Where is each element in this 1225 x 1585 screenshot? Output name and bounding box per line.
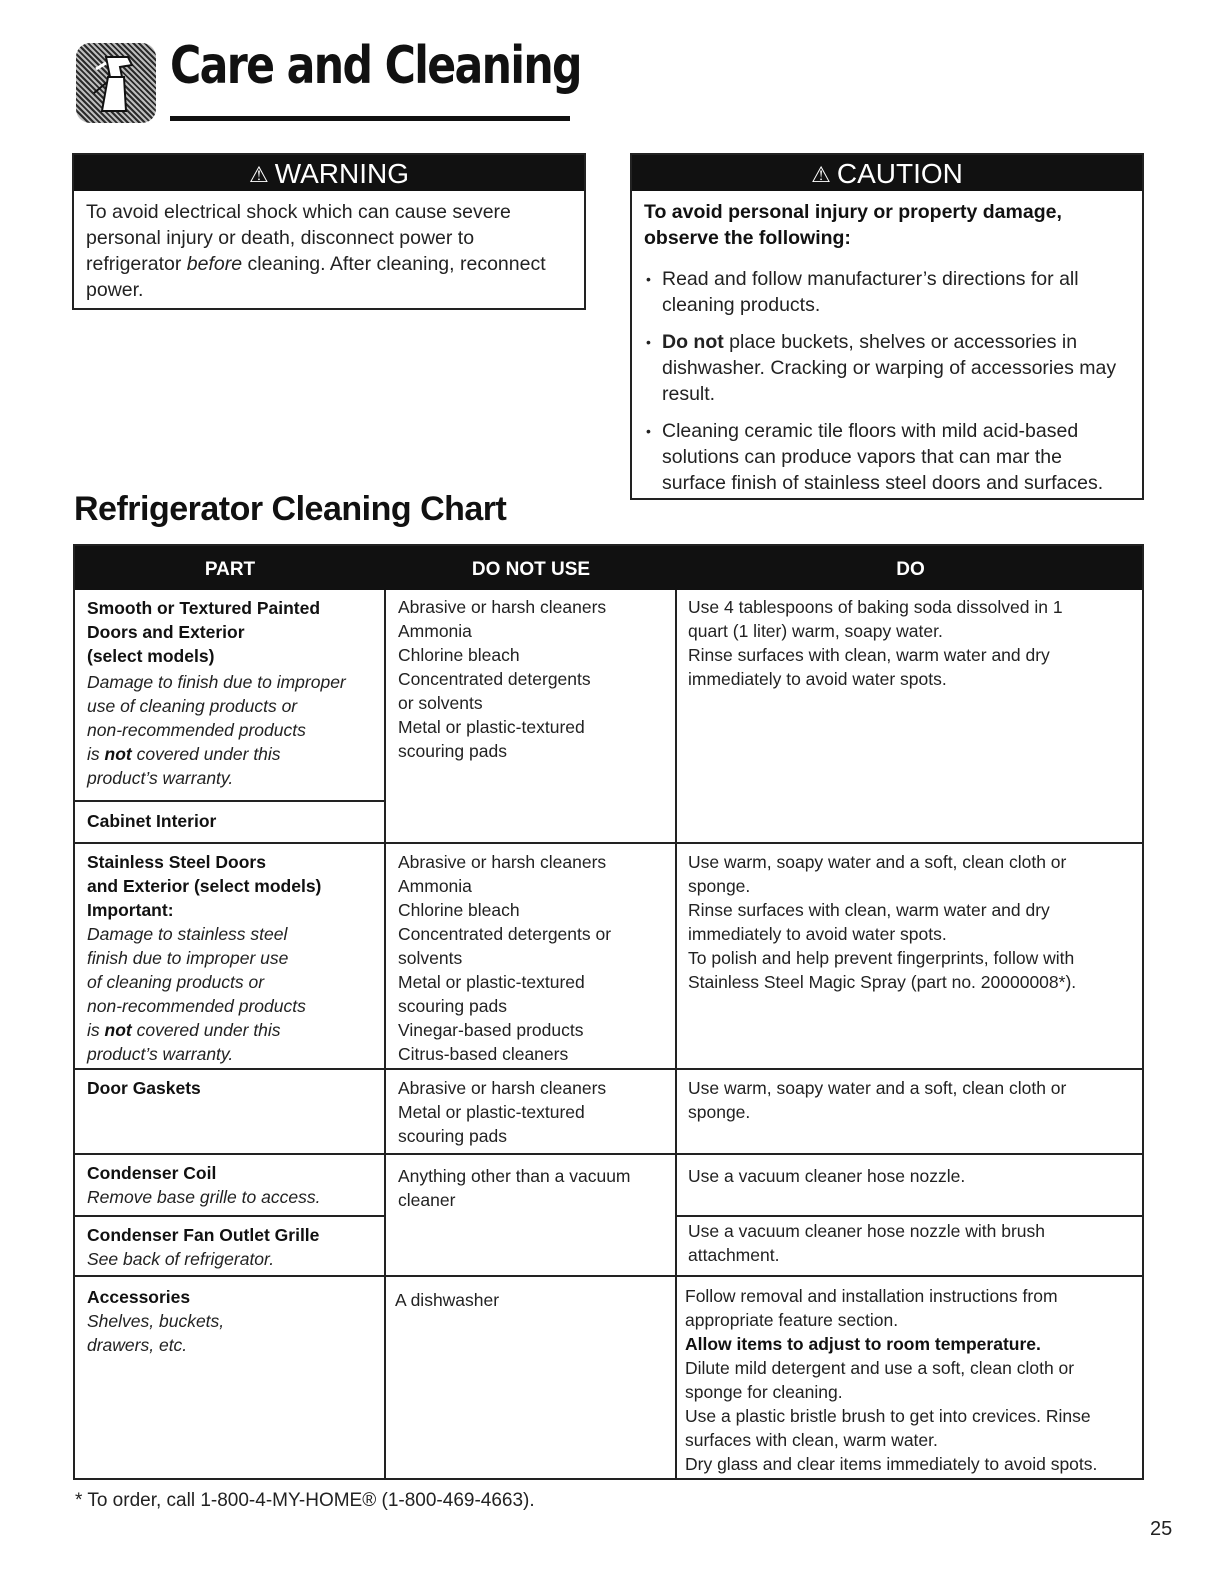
part-note-part: is <box>87 1020 105 1040</box>
chart-header-row <box>75 546 1142 590</box>
part-note: non-recommended products <box>87 720 306 740</box>
do-not-use-cell <box>398 1076 668 1148</box>
do-not-use-item: Citrus-based cleaners <box>398 1044 569 1064</box>
do-not-use-item: Chlorine bleach <box>398 900 520 920</box>
do-not-use-item: scouring pads <box>398 996 507 1016</box>
warning-text <box>74 191 584 303</box>
do-not-use-item: scouring pads <box>398 1126 507 1146</box>
do-not-use-item: scouring pads <box>398 741 507 761</box>
column-divider <box>675 590 677 1480</box>
part-name: (select models) <box>87 646 215 666</box>
warning-text-part: To avoid electrical shock which can cause severe personal injury or death, disconnect power to refrigerator <box>86 201 511 275</box>
do-item: Use a vacuum cleaner hose nozzle. <box>688 1166 966 1186</box>
part-cell <box>87 1223 377 1271</box>
part-note <box>87 1018 377 1042</box>
row-divider <box>75 1068 1142 1070</box>
page-number: 25 <box>1150 1518 1173 1540</box>
do-cell <box>688 1076 1138 1124</box>
part-note: of cleaning products or <box>87 972 265 992</box>
warning-heading <box>74 155 584 191</box>
part-cell <box>87 596 377 790</box>
part-note: Damage to stainless steel <box>87 924 288 944</box>
part-name: and Exterior (select models) <box>87 876 322 896</box>
caution-heading <box>632 155 1142 191</box>
do-not-use-cell <box>398 595 668 763</box>
part-name: Door Gaskets <box>87 1078 201 1098</box>
do-item: Use a plastic bristle brush to get into crevices. Rinse <box>685 1406 1091 1426</box>
do-cell <box>688 1219 1138 1267</box>
part-note: Shelves, buckets, <box>87 1311 225 1331</box>
part-note-bold: not <box>104 1020 132 1040</box>
do-cell <box>685 1284 1140 1476</box>
page-title: Care and Cleaning <box>170 36 581 96</box>
caution-box <box>630 153 1144 500</box>
do-item: quart (1 liter) warm, soapy water. <box>688 621 943 641</box>
part-name: Important: <box>87 900 174 920</box>
do-not-use-item: solvents <box>398 948 463 968</box>
do-not-use-item: Vinegar-based products <box>398 1020 584 1040</box>
do-not-use-item: Abrasive or harsh cleaners <box>398 597 607 617</box>
part-note <box>87 742 377 766</box>
chart-title: Refrigerator Cleaning Chart <box>74 490 507 528</box>
spray-bottle-icon <box>76 43 156 123</box>
row-divider <box>75 1215 385 1217</box>
warning-heading-text: WARNING <box>274 158 410 189</box>
caution-item <box>644 329 1130 407</box>
do-item: Follow removal and installation instructions from <box>685 1286 1058 1306</box>
do-not-use-item: Abrasive or harsh cleaners <box>398 1078 607 1098</box>
part-name: Stainless Steel Doors <box>87 852 266 872</box>
part-note: non-recommended products <box>87 996 306 1016</box>
do-item: Use a vacuum cleaner hose nozzle with brush <box>688 1221 1045 1241</box>
part-note: product’s warranty. <box>87 1044 234 1064</box>
do-not-use-cell <box>395 1288 665 1312</box>
do-item: sponge for cleaning. <box>685 1382 843 1402</box>
caution-list <box>632 266 1142 496</box>
header-do-not-use: DO NOT USE <box>471 559 591 580</box>
caution-item <box>644 418 1130 496</box>
part-note: See back of refrigerator. <box>87 1249 275 1269</box>
do-item: Use 4 tablespoons of baking soda dissolved in 1 <box>688 597 1063 617</box>
part-cell <box>87 809 377 833</box>
row-divider <box>75 842 1142 844</box>
caution-item-text: place buckets, shelves or accessories in dishwasher. Cracking or warping of accessories may result. <box>662 331 1117 405</box>
do-not-use-item: or solvents <box>398 693 483 713</box>
row-divider <box>675 1215 1142 1217</box>
do-not-use-item: Anything other than a vacuum <box>398 1166 631 1186</box>
caution-item-bold: Do not <box>662 331 724 353</box>
do-item: Use warm, soapy water and a soft, clean cloth or <box>688 1078 1067 1098</box>
do-not-use-item: A dishwasher <box>395 1290 500 1310</box>
do-not-use-item: Ammonia <box>398 876 472 896</box>
do-item-bold: Allow items to adjust to room temperature. <box>685 1334 1041 1354</box>
part-name: Cabinet Interior <box>87 811 217 831</box>
do-not-use-cell <box>398 1164 668 1212</box>
footnote: * To order, call 1-800-4-MY-HOME® (1-800-469-4663). <box>75 1490 535 1511</box>
caution-lead: To avoid personal injury or property damage, observe the following: <box>644 201 1062 249</box>
caution-item-text: Cleaning ceramic tile floors with mild acid-based solutions can produce vapors that can mar the surface finish of stainless steel doors and surfaces. <box>662 420 1104 494</box>
do-item: surfaces with clean, warm water. <box>685 1430 938 1450</box>
do-not-use-cell <box>398 850 668 1066</box>
do-not-use-item: Metal or plastic-textured <box>398 972 585 992</box>
part-note: finish due to improper use <box>87 948 289 968</box>
do-not-use-item: Metal or plastic-textured <box>398 1102 585 1122</box>
warning-text-part: cleaning. After cleaning, reconnect power. <box>86 253 546 301</box>
do-not-use-item: Concentrated detergents <box>398 669 591 689</box>
caution-heading-text: CAUTION <box>836 158 963 189</box>
part-cell <box>87 1076 377 1100</box>
do-item: Rinse surfaces with clean, warm water and dry <box>688 645 1050 665</box>
do-not-use-item: Concentrated detergents or <box>398 924 612 944</box>
part-note: drawers, etc. <box>87 1335 188 1355</box>
cleaning-chart <box>73 544 1144 1480</box>
do-item: attachment. <box>688 1245 780 1265</box>
do-cell <box>688 1164 1138 1188</box>
part-note: Damage to finish due to improper <box>87 672 346 692</box>
part-cell <box>87 850 377 1066</box>
do-not-use-item: Abrasive or harsh cleaners <box>398 852 607 872</box>
part-note-bold: not <box>104 744 132 764</box>
do-item: immediately to avoid water spots. <box>688 924 947 944</box>
row-divider <box>75 1153 1142 1155</box>
do-item: immediately to avoid water spots. <box>688 669 947 689</box>
part-name: Doors and Exterior <box>87 622 245 642</box>
caution-item <box>644 266 1130 318</box>
do-cell <box>688 850 1138 994</box>
warning-triangle-icon: ⚠ <box>248 162 269 187</box>
part-note-part: covered under this <box>131 1020 281 1040</box>
do-not-use-item: Chlorine bleach <box>398 645 520 665</box>
do-item: appropriate feature section. <box>685 1310 899 1330</box>
do-item: To polish and help prevent fingerprints, follow with <box>688 948 1075 968</box>
column-divider <box>384 590 386 1480</box>
part-note-part: is <box>87 744 105 764</box>
do-item: Dry glass and clear items immediately to avoid spots. <box>685 1454 1098 1474</box>
row-divider <box>75 800 385 802</box>
part-cell <box>87 1285 377 1357</box>
do-item: Stainless Steel Magic Spray (part no. 20000008*). <box>688 972 1077 992</box>
do-item: Rinse surfaces with clean, warm water and dry <box>688 900 1050 920</box>
header-part: PART <box>204 559 256 580</box>
warning-box <box>72 153 586 310</box>
part-note: use of cleaning products or <box>87 696 298 716</box>
do-not-use-item: Metal or plastic-textured <box>398 717 585 737</box>
header-do: DO <box>896 559 925 580</box>
part-cell <box>87 1161 377 1209</box>
caution-item-text: Read and follow manufacturer’s directions for all cleaning products. <box>662 268 1079 316</box>
do-item: sponge. <box>688 876 751 896</box>
do-item: Dilute mild detergent and use a soft, clean cloth or <box>685 1358 1075 1378</box>
part-name: Condenser Fan Outlet Grille <box>87 1225 320 1245</box>
do-item: sponge. <box>688 1102 751 1122</box>
part-name: Smooth or Textured Painted <box>87 598 321 618</box>
part-name: Accessories <box>87 1287 191 1307</box>
row-divider <box>75 1275 1142 1277</box>
part-note-part: covered under this <box>131 744 281 764</box>
do-cell <box>688 595 1138 691</box>
caution-triangle-icon: ⚠ <box>811 162 831 187</box>
part-name: Condenser Coil <box>87 1163 217 1183</box>
title-underline <box>170 116 570 121</box>
do-not-use-item: Ammonia <box>398 621 472 641</box>
part-note: Remove base grille to access. <box>87 1187 321 1207</box>
do-item: Use warm, soapy water and a soft, clean cloth or <box>688 852 1067 872</box>
do-not-use-item: cleaner <box>398 1190 456 1210</box>
part-note: product’s warranty. <box>87 768 234 788</box>
warning-text-emphasis: before <box>186 253 243 275</box>
